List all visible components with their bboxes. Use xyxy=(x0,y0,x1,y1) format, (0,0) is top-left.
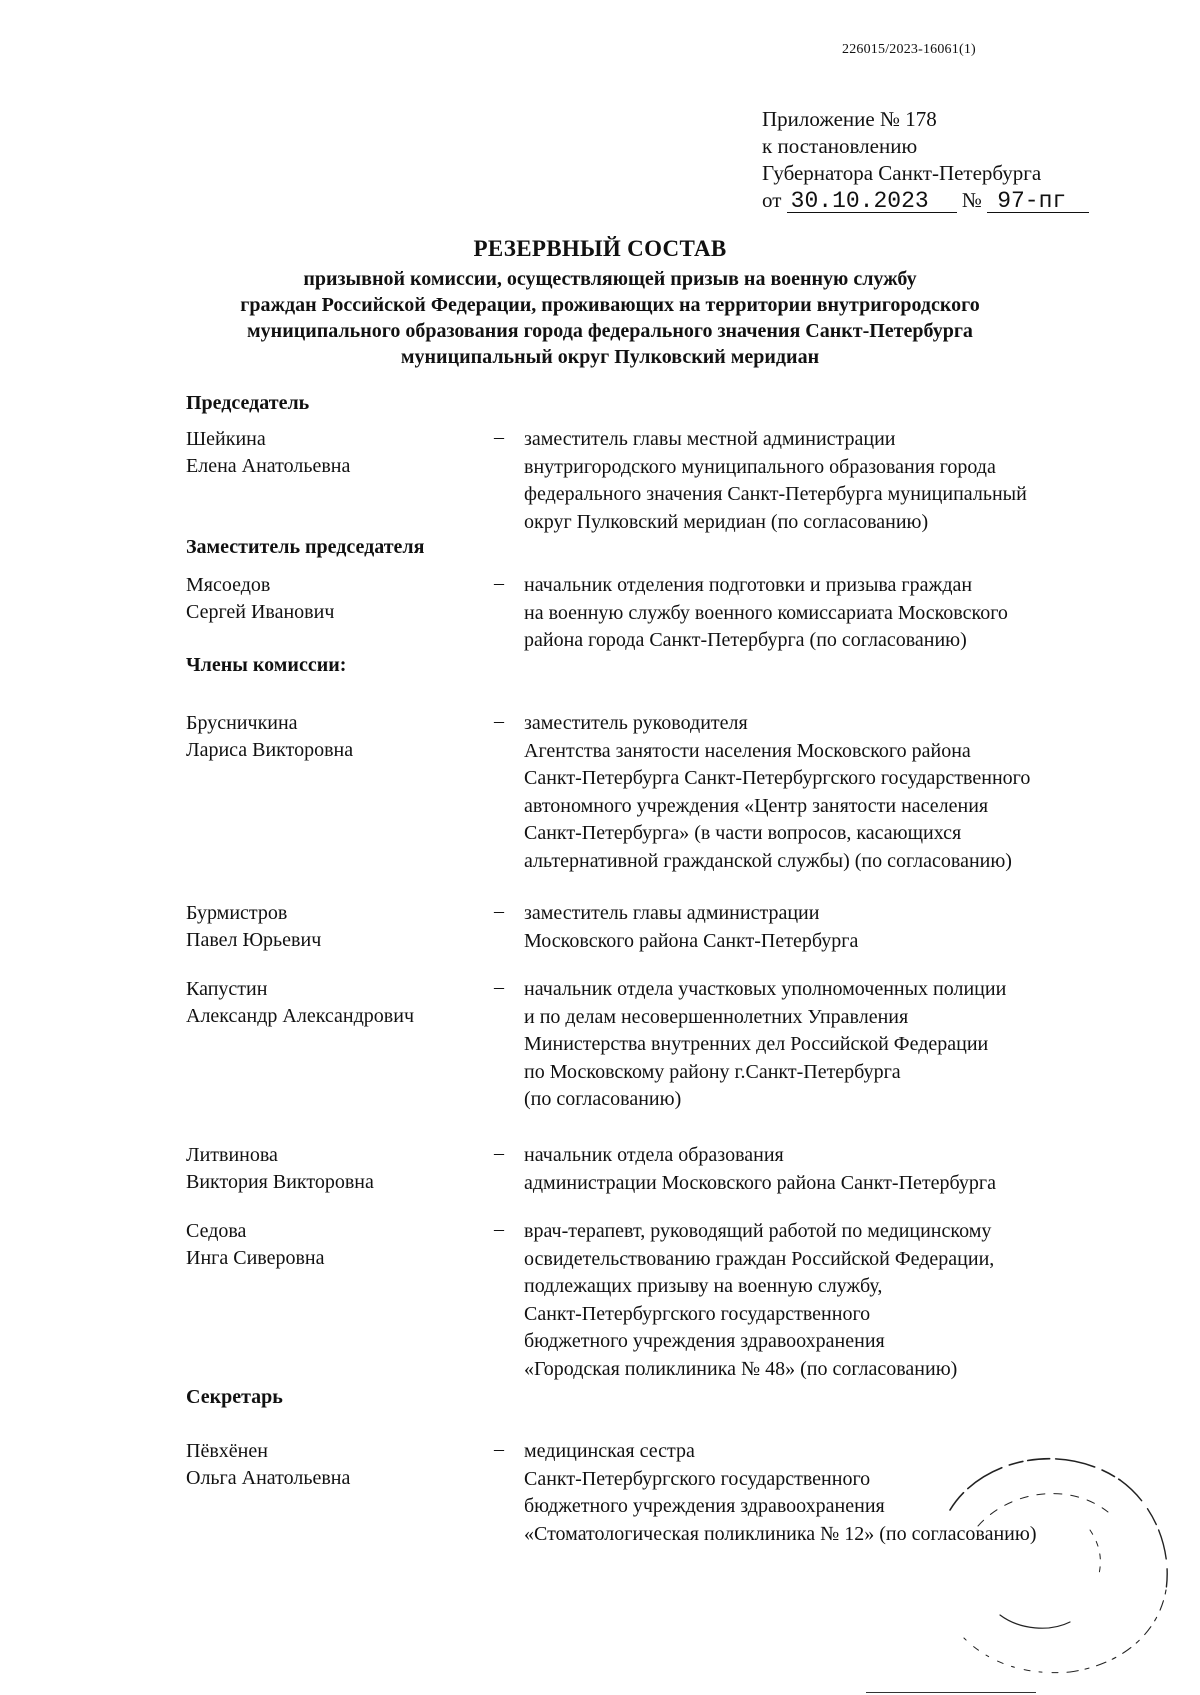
document-title: РЕЗЕРВНЫЙ СОСТАВ xyxy=(473,236,727,261)
duty-line: «Городская поликлиника № 48» (по согласованию) xyxy=(524,1357,958,1380)
dash: – xyxy=(494,710,504,732)
duty-line: «Стоматологическая поликлиника № 12» (по согласованию) xyxy=(524,1522,1037,1545)
resolution-number: 97-пг xyxy=(987,190,1089,213)
subtitle-line-2: граждан Российской Федерации, проживающих на территории внутригородского xyxy=(240,294,980,316)
appendix-line-2: к постановлению xyxy=(762,134,918,158)
person-1-duty xyxy=(524,572,1164,655)
person-0 xyxy=(186,426,350,480)
duty-line: медицинская сестра xyxy=(524,1440,695,1462)
person-6 xyxy=(186,1218,325,1272)
duty-line: подлежащих призыву на военную службу, xyxy=(524,1275,883,1297)
section-members: Члены комиссии: xyxy=(186,654,347,676)
duty-line: Санкт-Петербургского государственного xyxy=(524,1467,871,1490)
person-surname: Мясоедов xyxy=(186,574,271,596)
document-subtitle xyxy=(160,266,1060,370)
duty-line: начальник отделения подготовки и призыва граждан xyxy=(524,574,973,596)
duty-line: альтернативной гражданской службы) (по согласованию) xyxy=(524,849,1012,872)
duty-line: Агентства занятости населения Московского района xyxy=(524,739,971,762)
appendix-line-3: Губернатора Санкт-Петербурга xyxy=(762,161,1042,185)
person-name: Елена Анатольевна xyxy=(186,455,351,477)
duty-line: федерального значения Санкт-Петербурга муниципальный xyxy=(524,483,1027,505)
from-label: от xyxy=(762,188,782,212)
person-0-duty xyxy=(524,426,1164,536)
duty-line: на военную службу военного комиссариата Московского xyxy=(524,601,1008,624)
duty-line: заместитель главы администрации xyxy=(524,902,820,924)
person-surname: Седова xyxy=(186,1220,247,1242)
person-name: Ольга Анатольевна xyxy=(186,1467,351,1489)
person-3-duty xyxy=(524,900,1164,955)
duty-line: по Московскому району г.Санкт-Петербурга xyxy=(524,1060,901,1083)
duty-line: освидетельствованию граждан Российской Федерации, xyxy=(524,1247,995,1270)
dash: – xyxy=(494,900,504,922)
person-surname: Бурмистров xyxy=(186,902,288,924)
duty-line: Санкт-Петербурга Санкт-Петербургского государственного xyxy=(524,767,1031,789)
duty-line: заместитель руководителя xyxy=(524,712,748,734)
duty-line: Министерства внутренних дел Российской Федерации xyxy=(524,1033,989,1055)
person-surname: Капустин xyxy=(186,978,268,1000)
document-registration-number: 226015/2023-16061(1) xyxy=(842,42,976,57)
section-deputy: Заместитель председателя xyxy=(186,536,425,558)
official-stamp-icon xyxy=(940,1440,1180,1680)
person-2-duty xyxy=(524,710,1164,875)
person-surname: Брусничкина xyxy=(186,712,298,734)
duty-line: Московского района Санкт-Петербурга xyxy=(524,929,859,952)
duty-line: Санкт-Петербургского государственного xyxy=(524,1302,871,1325)
dash: – xyxy=(494,1142,504,1164)
person-3 xyxy=(186,900,321,954)
person-name: Лариса Викторовна xyxy=(186,739,354,761)
person-1 xyxy=(186,572,334,626)
person-surname: Литвинова xyxy=(186,1144,278,1166)
person-5-duty xyxy=(524,1142,1164,1197)
resolution-date: 30.10.2023 xyxy=(787,190,957,213)
duty-line: бюджетного учреждения здравоохранения xyxy=(524,1495,885,1517)
duty-line: заместитель главы местной администрации xyxy=(524,428,896,450)
duty-line: (по согласованию) xyxy=(524,1088,682,1110)
duty-line: района города Санкт-Петербурга (по согласованию) xyxy=(524,629,967,651)
subtitle-line-4: муниципальный округ Пулковский меридиан xyxy=(400,346,820,368)
person-2 xyxy=(186,710,353,764)
section-chairman: Председатель xyxy=(186,392,310,414)
duty-line: округ Пулковский меридиан (по согласованию) xyxy=(524,510,929,533)
dash: – xyxy=(494,1218,504,1240)
dash: – xyxy=(494,572,504,594)
section-secretary: Секретарь xyxy=(186,1386,283,1408)
person-4 xyxy=(186,976,414,1030)
duty-line: начальник отдела образования xyxy=(524,1144,784,1166)
person-name: Александр Александрович xyxy=(186,1005,414,1027)
duty-line: и по делам несовершеннолетних Управления xyxy=(524,1005,909,1028)
dash: – xyxy=(494,976,504,998)
person-5 xyxy=(186,1142,374,1196)
person-surname: Шейкина xyxy=(186,428,266,450)
duty-line: внутригородского муниципального образования города xyxy=(524,455,996,478)
person-6-duty xyxy=(524,1218,1164,1383)
dash: – xyxy=(494,1438,504,1460)
dash: – xyxy=(494,426,504,448)
person-name: Павел Юрьевич xyxy=(186,929,322,951)
person-name: Виктория Викторовна xyxy=(186,1171,374,1193)
duty-line: автономного учреждения «Центр занятости населения xyxy=(524,794,989,817)
duty-line: начальник отдела участковых уполномоченных полиции xyxy=(524,978,1007,1000)
person-7 xyxy=(186,1438,350,1492)
person-name: Инга Сиверовна xyxy=(186,1247,325,1269)
person-4-duty xyxy=(524,976,1164,1114)
duty-line: бюджетного учреждения здравоохранения xyxy=(524,1330,885,1352)
appendix-line-1: Приложение № 178 xyxy=(762,107,937,131)
duty-line: врач-терапевт, руководящий работой по медицинскому xyxy=(524,1220,992,1242)
duty-line: администрации Московского района Санкт-Петербурга xyxy=(524,1171,997,1194)
duty-line: Санкт-Петербурга» (в части вопросов, касающихся xyxy=(524,822,962,844)
person-surname: Пёвхёнен xyxy=(186,1440,268,1462)
subtitle-line-3: муниципального образования города федерального значения Санкт-Петербурга xyxy=(247,320,973,342)
number-label: № xyxy=(961,188,982,212)
appendix-block xyxy=(762,106,1089,214)
subtitle-line-1: призывной комиссии, осуществляющей призыв на военную службу xyxy=(303,268,917,290)
appendix-date-line xyxy=(762,187,1089,214)
signature-line xyxy=(866,1692,1036,1693)
person-name: Сергей Иванович xyxy=(186,601,335,623)
